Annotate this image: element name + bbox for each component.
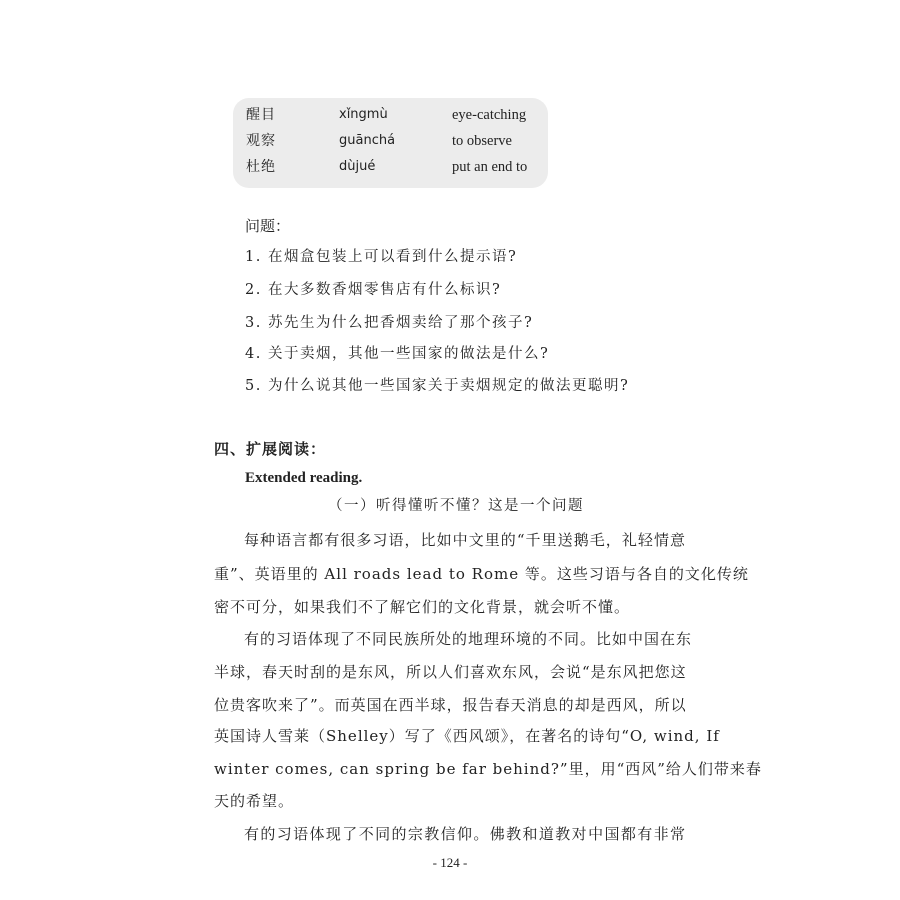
section-heading: 四、扩展阅读：	[214, 440, 327, 458]
article-title: （一）听得懂听不懂？这是一个问题	[328, 498, 584, 514]
vocab-pinyin: guānchá	[339, 133, 396, 148]
paragraph-line: 半球，春天时刮的是东风，所以人们喜欢东风，会说“是东风把您这	[214, 663, 687, 681]
vocab-pinyin: dùjué	[339, 159, 376, 174]
question-item: 1. 在烟盒包装上可以看到什么提示语?	[245, 249, 518, 265]
vocab-hanzi: 观察	[246, 133, 276, 149]
paragraph-line: 每种语言都有很多习语，比如中文里的“千里送鹅毛，礼轻情意	[244, 531, 686, 549]
paragraph-line: 有的习语体现了不同的宗教信仰。佛教和道教对中国都有非常	[244, 825, 686, 843]
paragraph-line: 重”、英语里的 All roads lead to Rome 等。这些习语与各自的文化传统	[214, 565, 749, 583]
vocab-english: eye-catching	[452, 107, 527, 123]
section-subheading: Extended reading.	[245, 470, 363, 486]
vocabulary-box	[233, 98, 548, 188]
paragraph-line: 天的希望。	[214, 792, 295, 810]
vocab-row	[233, 102, 548, 128]
page-number: - 124 -	[432, 855, 468, 870]
vocab-hanzi: 杜绝	[246, 159, 276, 175]
question-item: 2. 在大多数香烟零售店有什么标识?	[245, 282, 502, 298]
vocab-english: to observe	[452, 133, 512, 149]
paragraph-line: 位贵客吹来了”。而英国在西半球，报告春天消息的却是西风，所以	[214, 696, 687, 714]
vocab-pinyin: xǐngmù	[339, 107, 388, 122]
questions-heading: 问题：	[245, 217, 291, 235]
vocab-row	[233, 128, 548, 154]
vocab-english: put an end to	[452, 159, 528, 175]
vocab-hanzi: 醒目	[246, 107, 276, 123]
paragraph-line: 英国诗人雪莱（Shelley）写了《西风颂》，在著名的诗句“O, wind, If	[214, 727, 720, 745]
vocab-row	[233, 154, 548, 180]
paragraph-line: winter comes, can spring be far behind?”里，用“西风”给人们带来春	[214, 760, 762, 778]
paragraph-line: 密不可分，如果我们不了解它们的文化背景，就会听不懂。	[214, 598, 631, 616]
paragraph-line: 有的习语体现了不同民族所处的地理环境的不同。比如中国在东	[244, 630, 693, 648]
question-item: 5. 为什么说其他一些国家关于卖烟规定的做法更聪明?	[245, 378, 630, 394]
question-item: 3. 苏先生为什么把香烟卖给了那个孩子?	[245, 315, 534, 331]
question-item: 4. 关于卖烟，其他一些国家的做法是什么?	[245, 346, 550, 362]
